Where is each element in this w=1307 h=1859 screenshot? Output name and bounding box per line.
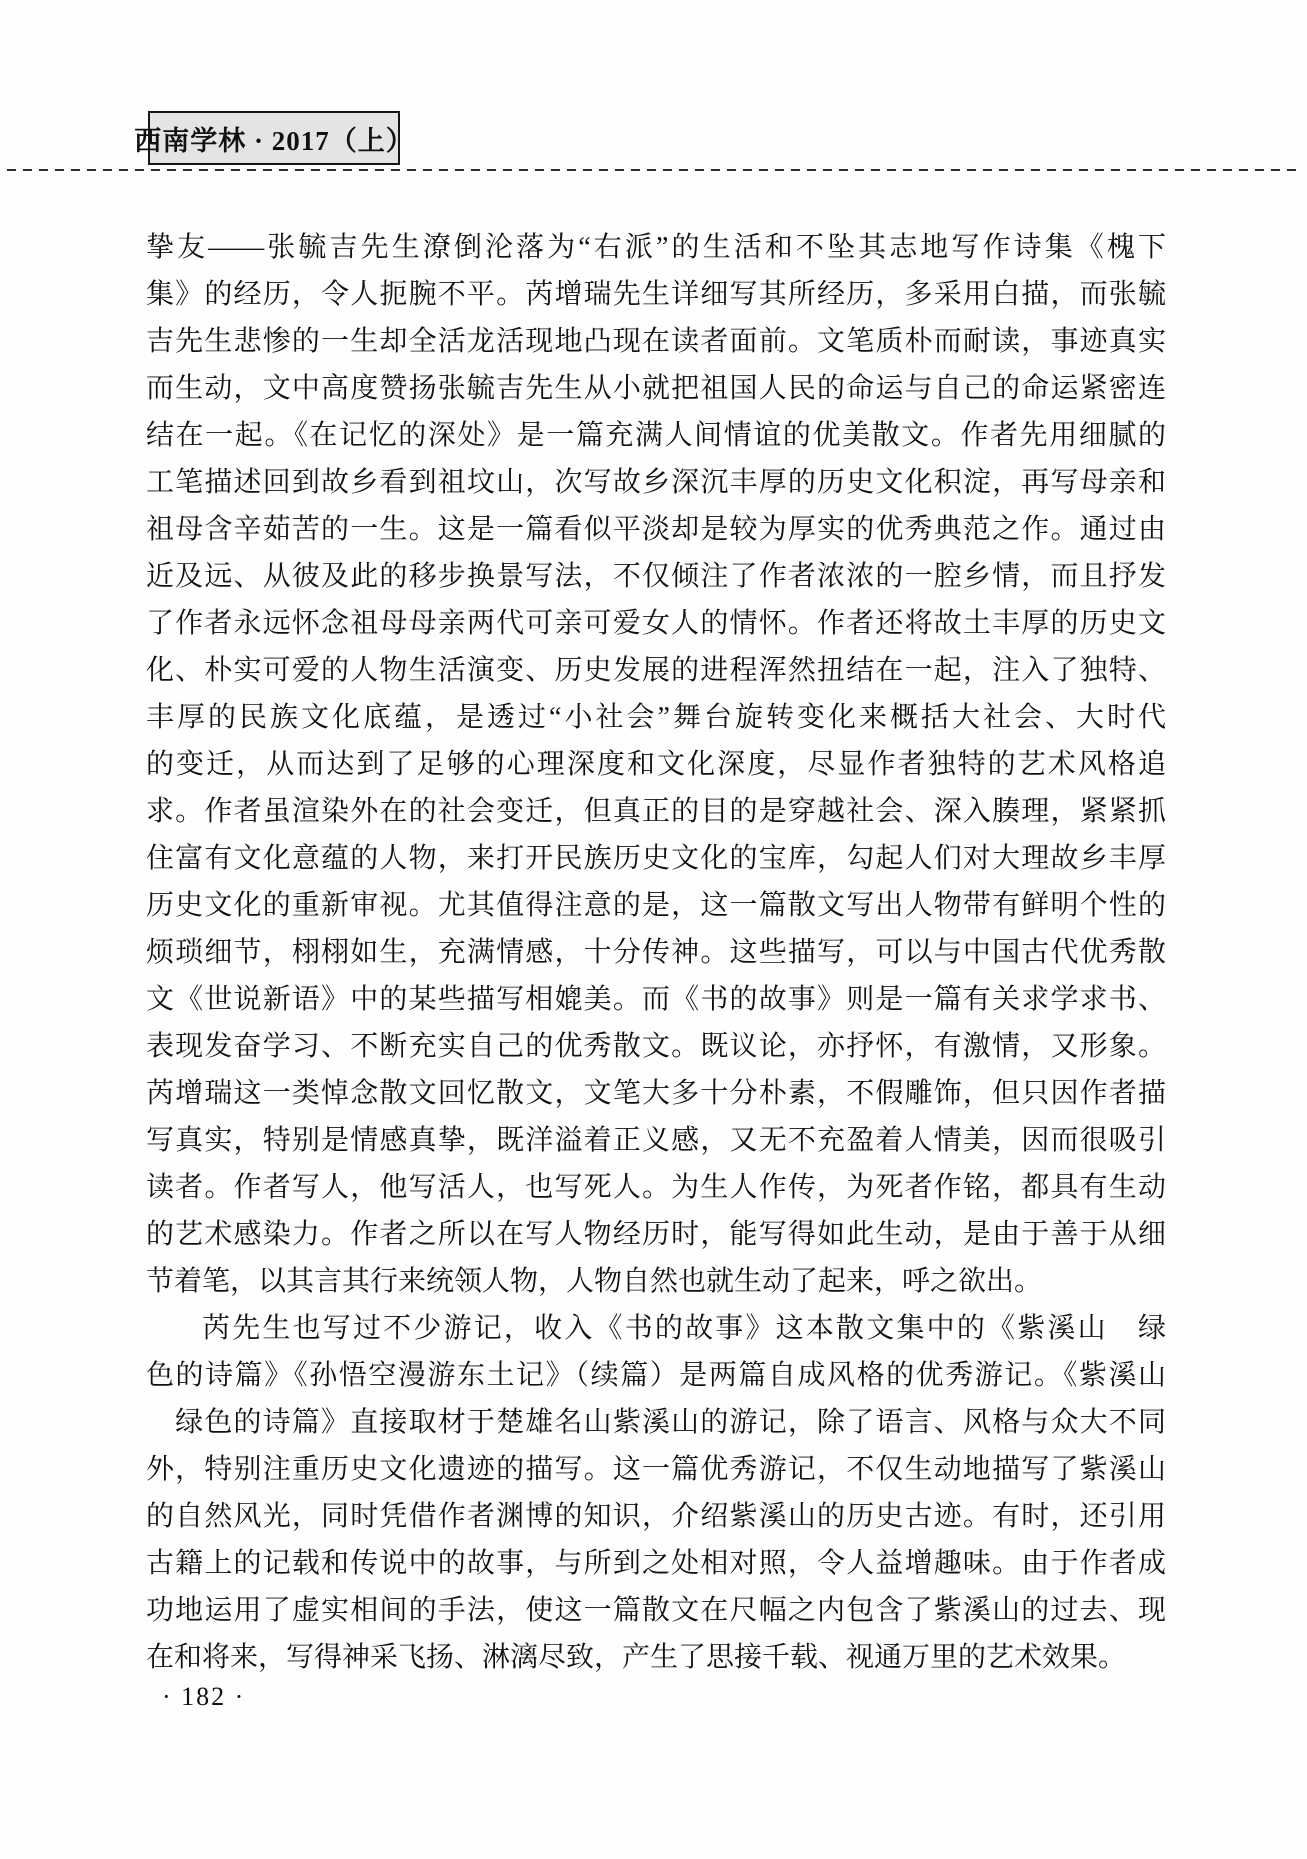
text-line: 丰厚的民族文化底蕴，是透过“小社会”舞台旋转变化来概括大社会、大时代 <box>146 702 1166 733</box>
text-line: 结在一起。《在记忆的深处》是一篇充满人间情谊的优美散文。作者先用细腻的 <box>146 420 1166 451</box>
journal-title: 西南学林 · 2017（上） <box>134 125 414 156</box>
text-line: 功地运用了虚实相间的手法，使这一篇散文在尺幅之内包含了紫溪山的过去、现 <box>146 1595 1166 1626</box>
header-divider <box>7 169 1300 171</box>
text-line: 芮先生也写过不少游记，收入《书的故事》这本散文集中的《紫溪山 绿 <box>202 1313 1166 1344</box>
page-number: · 182 · <box>162 1682 246 1711</box>
text-line: 化、朴实可爱的人物生活演变、历史发展的进程浑然扭结在一起，注入了独特、 <box>146 655 1166 686</box>
text-line: 文《世说新语》中的某些描写相媲美。而《书的故事》则是一篇有关求学求书、 <box>146 984 1166 1015</box>
text-line: 古籍上的记载和传说中的故事，与所到之处相对照，令人益增趣味。由于作者成 <box>146 1548 1166 1579</box>
text-line: 写真实，特别是情感真挚，既洋溢着正义感，又无不充盈着人情美，因而很吸引 <box>146 1125 1166 1156</box>
article-body <box>146 224 1166 1681</box>
text-line: 外，特别注重历史文化遗迹的描写。这一篇优秀游记，不仅生动地描写了紫溪山 <box>146 1454 1166 1485</box>
text-line: 历史文化的重新审视。尤其值得注意的是，这一篇散文写出人物带有鲜明个性的 <box>146 890 1166 921</box>
text-line: 烦琐细节，栩栩如生，充满情感，十分传神。这些描写，可以与中国古代优秀散 <box>146 937 1166 968</box>
text-line: 住富有文化意蕴的人物，来打开民族历史文化的宝库，勾起人们对大理故乡丰厚 <box>146 843 1166 874</box>
text-line: 色的诗篇》《孙悟空漫游东土记》（续篇）是两篇自成风格的优秀游记。《紫溪山 <box>146 1360 1166 1391</box>
text-line: 的变迁，从而达到了足够的心理深度和文化深度，尽显作者独特的艺术风格追 <box>146 749 1166 780</box>
journal-header-badge <box>134 111 414 165</box>
text-line: 吉先生悲惨的一生却全活龙活现地凸现在读者面前。文笔质朴而耐读，事迹真实 <box>146 326 1166 357</box>
text-line: 集》的经历，令人扼腕不平。芮增瑞先生详细写其所经历，多采用白描，而张毓 <box>146 279 1166 310</box>
text-line: 表现发奋学习、不断充实自己的优秀散文。既议论，亦抒怀，有激情，又形象。 <box>146 1031 1166 1062</box>
text-line: 的艺术感染力。作者之所以在写人物经历时，能写得如此生动，是由于善于从细 <box>146 1219 1166 1250</box>
text-line: 节着笔，以其言其行来统领人物，人物自然也就生动了起来，呼之欲出。 <box>146 1266 1043 1297</box>
text-line: 挚友——张毓吉先生潦倒沦落为“右派”的生活和不坠其志地写作诗集《槐下 <box>146 232 1166 263</box>
text-line: 芮增瑞这一类悼念散文回忆散文，文笔大多十分朴素，不假雕饰，但只因作者描 <box>146 1078 1166 1109</box>
text-line: 而生动，文中高度赞扬张毓吉先生从小就把祖国人民的命运与自己的命运紧密连 <box>146 373 1166 404</box>
text-line: 的自然风光，同时凭借作者渊博的知识，介绍紫溪山的历史古迹。有时，还引用 <box>146 1501 1166 1532</box>
text-line: 在和将来，写得神采飞扬、淋漓尽致，产生了思接千载、视通万里的艺术效果。 <box>146 1642 1127 1673</box>
text-line: 读者。作者写人，他写活人，也写死人。为生人作传，为死者作铭，都具有生动 <box>146 1172 1166 1203</box>
text-line: 工笔描述回到故乡看到祖坟山，次写故乡深沉丰厚的历史文化积淀，再写母亲和 <box>146 467 1166 498</box>
text-line: 祖母含辛茹苦的一生。这是一篇看似平淡却是较为厚实的优秀典范之作。通过由 <box>146 514 1166 545</box>
text-line: 求。作者虽渲染外在的社会变迁，但真正的目的是穿越社会、深入腠理，紧紧抓 <box>146 796 1166 827</box>
text-line: 绿色的诗篇》直接取材于楚雄名山紫溪山的游记，除了语言、风格与众大不同 <box>146 1407 1166 1438</box>
text-line: 近及远、从彼及此的移步换景写法，不仅倾注了作者浓浓的一腔乡情，而且抒发 <box>146 561 1166 592</box>
text-line: 了作者永远怀念祖母母亲两代可亲可爱女人的情怀。作者还将故土丰厚的历史文 <box>146 608 1166 639</box>
